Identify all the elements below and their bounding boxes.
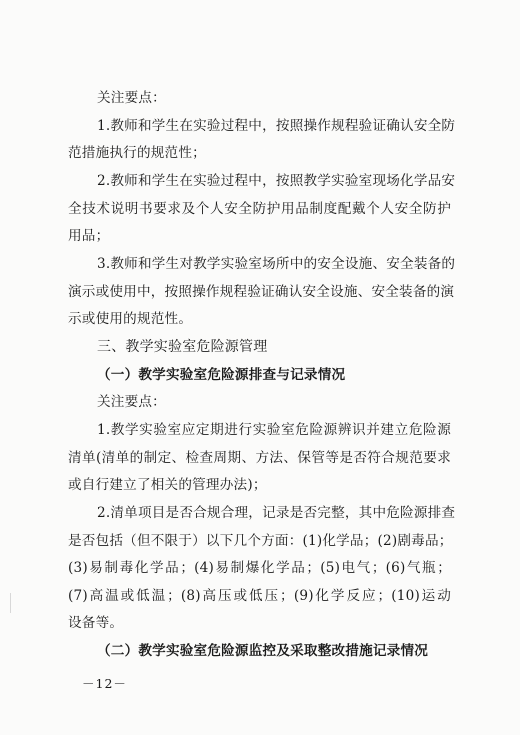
paragraph-line: 是否包括（但不限于）以下几个方面：(1)化学品；(2)剧毒品； — [68, 533, 453, 549]
paragraph-line: 清单(清单的制定、检查周期、方法、保管等是否符合规范要求 — [68, 450, 451, 466]
key-points-label: 关注要点： — [97, 394, 166, 410]
paragraph-line: 用品； — [68, 228, 110, 244]
section-heading: 三、教学实验室危险源管理 — [97, 339, 268, 355]
paragraph-line: (3)易制毒化学品；(4)易制爆化学品；(5)电气；(6)气瓶； — [68, 560, 451, 576]
paragraph-line: 3.教师和学生对教学实验室场所中的安全设施、安全装备的 — [97, 256, 456, 272]
paragraph-line: (7)高温或低温；(8)高压或低压；(9)化学反应；(10)运动 — [68, 588, 451, 604]
paragraph-line: 或自行建立了相关的管理办法)； — [68, 477, 267, 493]
page-number: －12－ — [82, 676, 127, 691]
paragraph-line: 设备等。 — [68, 615, 124, 631]
key-points-label: 关注要点： — [97, 90, 166, 106]
paragraph-line: 2.教师和学生在实验过程中，按照教学实验室现场化学品安 — [97, 173, 456, 189]
subsection-heading: （二）教学实验室危险源监控及采取整改措施记录情况 — [97, 643, 429, 659]
paragraph-line: 1.教师和学生在实验过程中，按照操作规程验证确认安全防 — [97, 118, 456, 134]
scan-mark — [10, 593, 11, 613]
paragraph-line: 全技术说明书要求及个人安全防护用品制度配戴个人安全防护 — [68, 201, 451, 217]
paragraph-line: 示或使用的规范性。 — [68, 311, 193, 327]
paragraph-line: 1.教学实验室应定期进行实验室危险源辨识并建立危险源 — [97, 422, 451, 438]
paragraph-line: 2.清单项目是否合规合理，记录是否完整，其中危险源排查 — [97, 505, 456, 521]
paragraph-line: 演示或使用中，按照操作规程验证确认安全设施、安全装备的演 — [68, 284, 455, 300]
subsection-heading: （一）教学实验室危险源排查与记录情况 — [97, 367, 346, 383]
paragraph-line: 范措施执行的规范性； — [68, 145, 206, 161]
